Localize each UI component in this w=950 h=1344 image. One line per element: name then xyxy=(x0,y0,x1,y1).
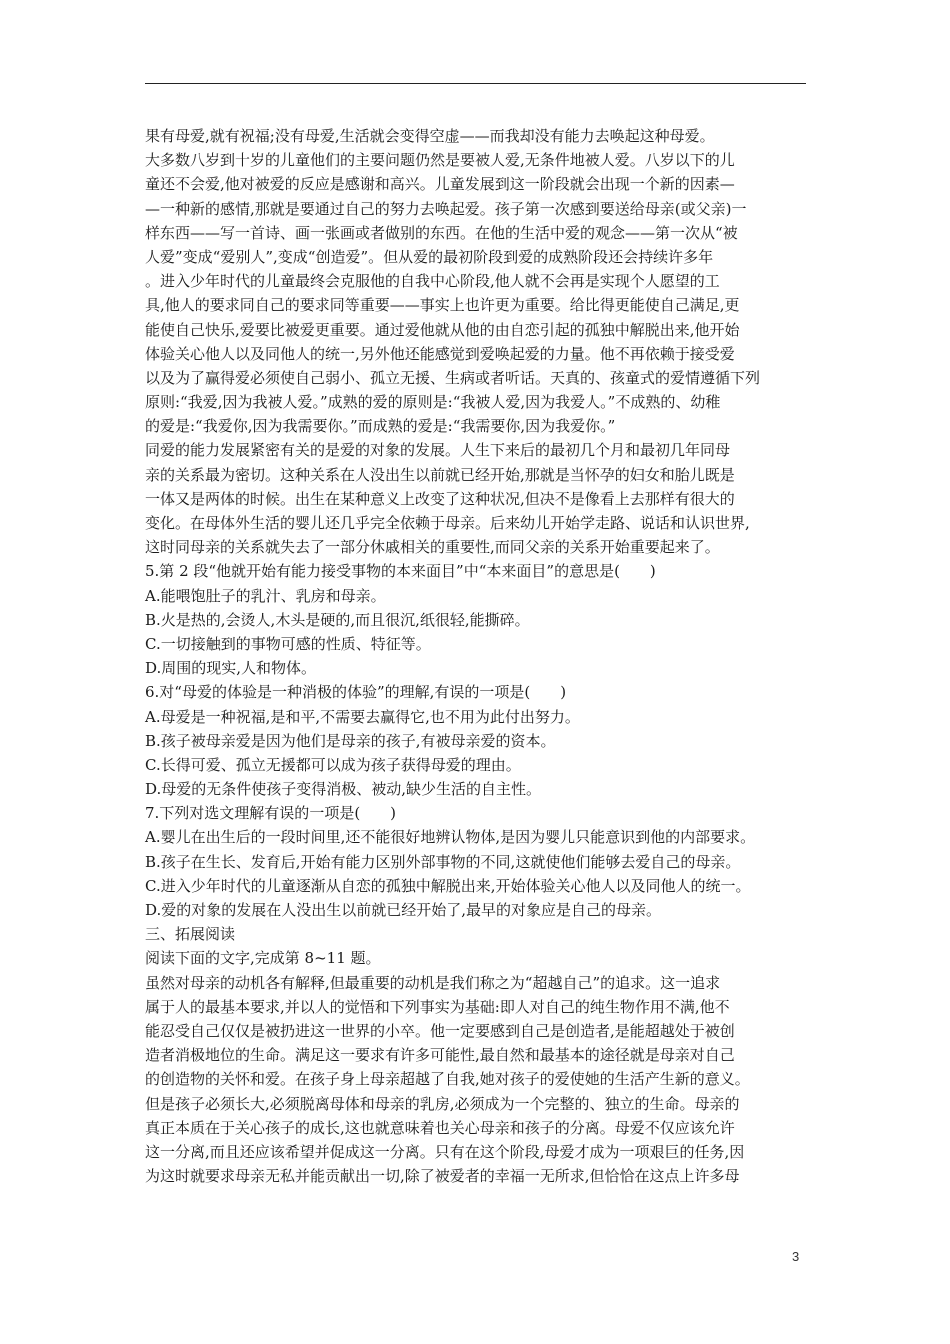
section-heading: 三、拓展阅读 xyxy=(145,925,236,944)
text-line: 这一分离,而且还应该希望并促成这一分离。只有在这个阶段,母爱才成为一项艰巨的任务,因 xyxy=(145,1142,745,1161)
text-line: 原则:“我爱,因为我被人爱。”成熟的爱的原则是:“我被人爱,因为我爱人。”不成熟的、幼稚 xyxy=(145,393,721,412)
text-line: 一体又是两体的时候。出生在某种意义上改变了这种状况,但决不是像看上去那样有很大的 xyxy=(145,489,735,508)
text-line: 童还不会爱,他对被爱的反应是感谢和高兴。儿童发展到这一阶段就会出现一个新的因素— xyxy=(145,175,735,194)
text-line: 变化。在母体外生活的婴儿还几乎完全依赖于母亲。后来幼儿开始学走路、说话和认识世界, xyxy=(145,514,750,532)
option-line: C.一切接触到的事物可感的性质、特征等。 xyxy=(145,634,431,653)
text-line: 真正本质在于关心孩子的成长,这也就意味着也关心母亲和孩子的分离。母爱不仅应该允许 xyxy=(145,1118,735,1137)
text-line: 人爱”变成“爱别人”,变成“创造爱”。但从爱的最初阶段到爱的成熟阶段还会持续许多年 xyxy=(145,247,714,266)
text-line: 为这时就要求母亲无私并能贡献出一切,除了被爱者的幸福一无所求,但恰恰在这点上许多母 xyxy=(145,1167,740,1186)
page-number: 3 xyxy=(792,1249,800,1264)
option-line: B.孩子被母亲爱是因为他们是母亲的孩子,有被母亲爱的资本。 xyxy=(145,731,556,750)
text-line: 能使自己快乐,爱要比被爱更重要。通过爱他就从他的由自恋引起的孤独中解脱出来,他开始 xyxy=(145,320,740,339)
question-6: 6.对“母爱的体验是一种消极的体验”的理解,有误的一项是( ) xyxy=(145,683,567,702)
text-line: 的创造物的关怀和爱。在孩子身上母亲超越了自我,她对孩子的爱使她的生活产生新的意义。 xyxy=(145,1070,750,1089)
option-line: D.母爱的无条件使孩子变得消极、被动,缺少生活的自主性。 xyxy=(145,780,542,799)
text-line: 果有母爱,就有祝福;没有母爱,生活就会变得空虚——而我却没有能力去唤起这种母爱。 xyxy=(145,127,715,145)
text-line: 大多数八岁到十岁的儿童他们的主要问题仍然是要被人爱,无条件地被人爱。八岁以下的儿 xyxy=(145,151,735,170)
instruction-line: 阅读下面的文字,完成第 8~11 题。 xyxy=(145,949,381,968)
question-5: 5.第 2 段“他就开始有能力接受事物的本来面目”中“本来面目”的意思是( ) xyxy=(145,562,656,581)
text-line: 造者消极地位的生命。满足这一要求有许多可能性,最自然和最基本的途径就是母亲对自己 xyxy=(145,1046,735,1065)
text-line: 。进入少年时代的儿童最终会克服他的自我中心阶段,他人就不会再是实现个人愿望的工 xyxy=(145,272,720,291)
document-body xyxy=(145,124,809,1188)
text-line: 属于人的最基本要求,并以人的觉悟和下列事实为基础:即人对自己的纯生物作用不满,他不 xyxy=(145,997,730,1016)
text-line: 虽然对母亲的动机各有解释,但最重要的动机是我们称之为“超越自己”的追求。这一追求 xyxy=(145,973,721,992)
option-line: D.爱的对象的发展在人没出生以前就已经开始了,最早的对象应是自己的母亲。 xyxy=(145,901,662,919)
text-line: 同爱的能力发展紧密有关的是爱的对象的发展。人生下来后的最初几个月和最初几年同母 xyxy=(145,441,731,460)
header-rule xyxy=(145,83,806,84)
option-line: C.进入少年时代的儿童逐渐从自恋的孤独中解脱出来,开始体验关心他人以及同他人的统一。 xyxy=(145,876,751,895)
option-line: A.母爱是一种祝福,是和平,不需要去赢得它,也不用为此付出努力。 xyxy=(145,707,580,726)
text-line: 的爱是:“我爱你,因为我需要你。”而成熟的爱是:“我需要你,因为我爱你。” xyxy=(145,417,616,436)
option-line: C.长得可爱、孤立无援都可以成为孩子获得母爱的理由。 xyxy=(145,755,521,774)
question-7: 7.下列对选文理解有误的一项是( ) xyxy=(145,804,397,823)
text-line: 体验关心他人以及同他人的统一,另外他还能感觉到爱唤起爱的力量。他不再依赖于接受爱 xyxy=(145,344,735,363)
text-line: 以及为了赢得爱必须使自己弱小、孤立无援、生病或者听话。天真的、孩童式的爱情遵循下列 xyxy=(145,368,761,387)
option-line: B.孩子在生长、发育后,开始有能力区别外部事物的不同,这就使他们能够去爱自己的母亲。 xyxy=(145,852,741,871)
text-line: 样东西——写一首诗、画一张画或者做别的东西。在他的生活中爱的观念——第一次从“被 xyxy=(145,223,738,242)
text-line: 能忍受自己仅仅是被扔进这一世界的小卒。他一定要感到自己是创造者,是能超越处于被创 xyxy=(145,1021,735,1040)
option-line: A.能喂饱肚子的乳汁、乳房和母亲。 xyxy=(145,586,386,605)
text-line: 但是孩子必须长大,必须脱离母体和母亲的乳房,必须成为一个完整的、独立的生命。母亲的 xyxy=(145,1094,740,1113)
text-line: 这时同母亲的关系就失去了一部分休戚相关的重要性,而同父亲的关系开始重要起来了。 xyxy=(145,538,720,557)
option-line: A.婴儿在出生后的一段时间里,还不能很好地辨认物体,是因为婴儿只能意识到他的内部要求。 xyxy=(145,828,756,847)
text-line: —一种新的感情,那就是要通过自己的努力去唤起爱。孩子第一次感到要送给母亲(或父亲)一 xyxy=(145,199,747,218)
option-line: D.周围的现实,人和物体。 xyxy=(145,659,317,678)
option-line: B.火是热的,会烫人,木头是硬的,而且很沉,纸很轻,能撕碎。 xyxy=(145,610,530,629)
text-line: 亲的关系最为密切。这种关系在人没出生以前就已经开始,那就是当怀孕的妇女和胎儿既是 xyxy=(145,465,735,484)
text-line: 具,他人的要求同自己的要求同等重要——事实上也许更为重要。给比得更能使自己满足,更 xyxy=(145,296,740,315)
